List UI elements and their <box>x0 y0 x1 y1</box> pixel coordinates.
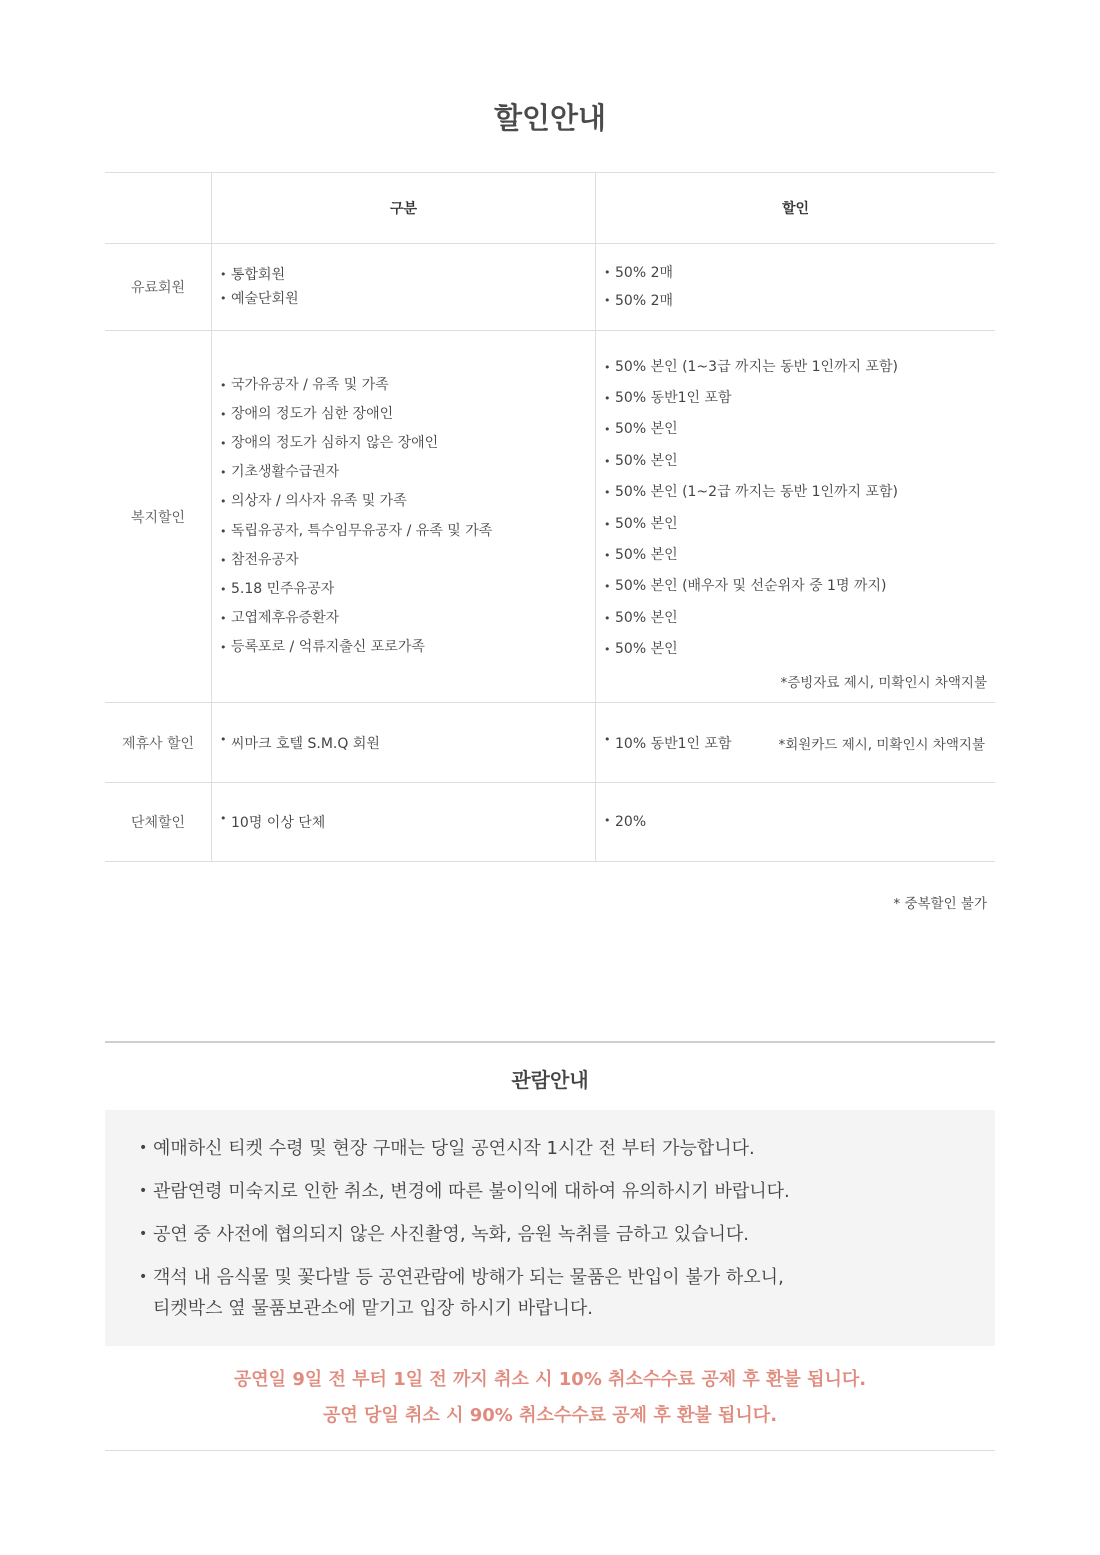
list-item: • 50% 본인 <box>604 634 995 665</box>
list-item: • 국가유공자 / 유족 및 가족 <box>220 371 595 400</box>
list-item: • 예술단회원 <box>220 287 595 311</box>
list-item: • 장애의 정도가 심한 장애인 <box>220 400 595 429</box>
table-header-row <box>105 173 995 244</box>
viewing-list <box>139 1133 995 1324</box>
row-label: 단체할인 <box>130 815 186 831</box>
discount-list <box>596 814 995 830</box>
list-item: • 50% 본인 <box>604 446 995 477</box>
list-item: • 관람연령 미숙지로 인한 취소, 변경에 따른 불이익에 대하여 유의하시기 바랍니다. <box>139 1176 995 1207</box>
list-item: • 예매하신 티켓 수령 및 현장 구매는 당일 공연시작 1시간 전 부터 가능합니다. <box>139 1133 995 1164</box>
discount-cell <box>596 244 996 331</box>
list-item: • 고엽제후유증환자 <box>220 604 595 633</box>
category-list <box>212 263 595 311</box>
discount-title: 할인안내 <box>493 101 607 135</box>
partner-card-note: *회원카드 제시, 미확인시 차액지불 <box>778 736 985 753</box>
list-item: • 50% 본인 (1~3급 까지는 동반 1인까지 포함) <box>604 352 995 383</box>
row-label: 복지할인 <box>130 509 186 526</box>
category-list <box>212 371 595 663</box>
discount-table <box>105 172 995 862</box>
viewing-title: 관람안내 <box>511 1068 589 1092</box>
discount-cell <box>596 331 996 703</box>
list-item: • 참전유공자 <box>220 546 595 575</box>
list-item: • 독립유공자, 특수임무유공자 / 유족 및 가족 <box>220 517 595 546</box>
list-item: • 10명 이상 단체 <box>220 812 595 832</box>
discount-list <box>596 259 995 315</box>
table-row-group <box>105 783 995 862</box>
viewing-info-box <box>105 1110 995 1346</box>
bottom-divider <box>105 1450 995 1451</box>
category-cell <box>212 783 596 862</box>
list-item: • 장애의 정도가 심하지 않은 장애인 <box>220 429 595 458</box>
list-item: • 50% 2매 <box>604 287 995 315</box>
refund-line: 공연 당일 취소 시 90% 취소수수료 공제 후 환불 됩니다. <box>322 1405 778 1426</box>
row-label: 유료회원 <box>130 280 186 296</box>
list-item: • 50% 본인 <box>604 509 995 540</box>
discount-block <box>596 342 995 692</box>
list-item-line: 티켓박스 옆 물품보관소에 맡기고 입장 하시기 바랍니다. <box>153 1298 593 1319</box>
header-discount: 할인 <box>781 201 810 217</box>
list-item: • 20% <box>604 814 995 830</box>
list-item: • 50% 본인 <box>604 414 995 445</box>
discount-cell <box>596 703 996 783</box>
header-empty <box>105 173 212 244</box>
list-item: • 10% 동반1인 포함 <box>604 733 995 753</box>
list-item: • 등록포로 / 억류지출신 포로가족 <box>220 633 595 662</box>
table-row-paid-member <box>105 244 995 331</box>
row-label: 제휴사 할인 <box>121 735 195 752</box>
refund-line: 공연일 9일 전 부터 1일 전 까지 취소 시 10% 취소수수료 공제 후 환불 됩니다. <box>233 1369 867 1390</box>
discount-list <box>596 352 995 666</box>
section-divider <box>105 1041 995 1043</box>
list-item: • 50% 2매 <box>604 259 995 287</box>
header-category: 구분 <box>212 173 596 244</box>
duplicate-discount-note: * 중복할인 불가 <box>893 896 987 912</box>
category-cell <box>212 703 596 783</box>
refund-notice <box>0 1362 1100 1434</box>
category-cell <box>212 331 596 703</box>
category-list <box>212 733 595 753</box>
list-item: • 의상자 / 의사자 유족 및 가족 <box>220 487 595 516</box>
table-row-partner <box>105 703 995 783</box>
list-item <box>139 1262 995 1324</box>
list-item-line: • 객석 내 음식물 및 꽃다발 등 공연관람에 방해가 되는 물품은 반입이 불가 하오니, <box>153 1267 784 1288</box>
list-item: • 씨마크 호텔 S.M.Q 회원 <box>220 733 595 753</box>
category-cell <box>212 244 596 331</box>
welfare-proof-note: *증빙자료 제시, 미확인시 차액지불 <box>780 675 987 692</box>
list-item: • 50% 동반1인 포함 <box>604 383 995 414</box>
list-item: • 통합회원 <box>220 263 595 287</box>
list-item: • 50% 본인 (배우자 및 선순위자 중 1명 까지) <box>604 571 995 602</box>
list-item: • 5.18 민주유공자 <box>220 575 595 604</box>
list-item: • 50% 본인 <box>604 540 995 571</box>
table-row-welfare <box>105 331 995 703</box>
list-item: • 50% 본인 <box>604 603 995 634</box>
discount-cell <box>596 783 996 862</box>
list-item: • 50% 본인 (1~2급 까지는 동반 1인까지 포함) <box>604 477 995 508</box>
category-list <box>212 812 595 832</box>
list-item: • 기초생활수급권자 <box>220 458 595 487</box>
list-item: • 공연 중 사전에 협의되지 않은 사진촬영, 녹화, 음원 녹취를 금하고 있습니다. <box>139 1219 995 1250</box>
